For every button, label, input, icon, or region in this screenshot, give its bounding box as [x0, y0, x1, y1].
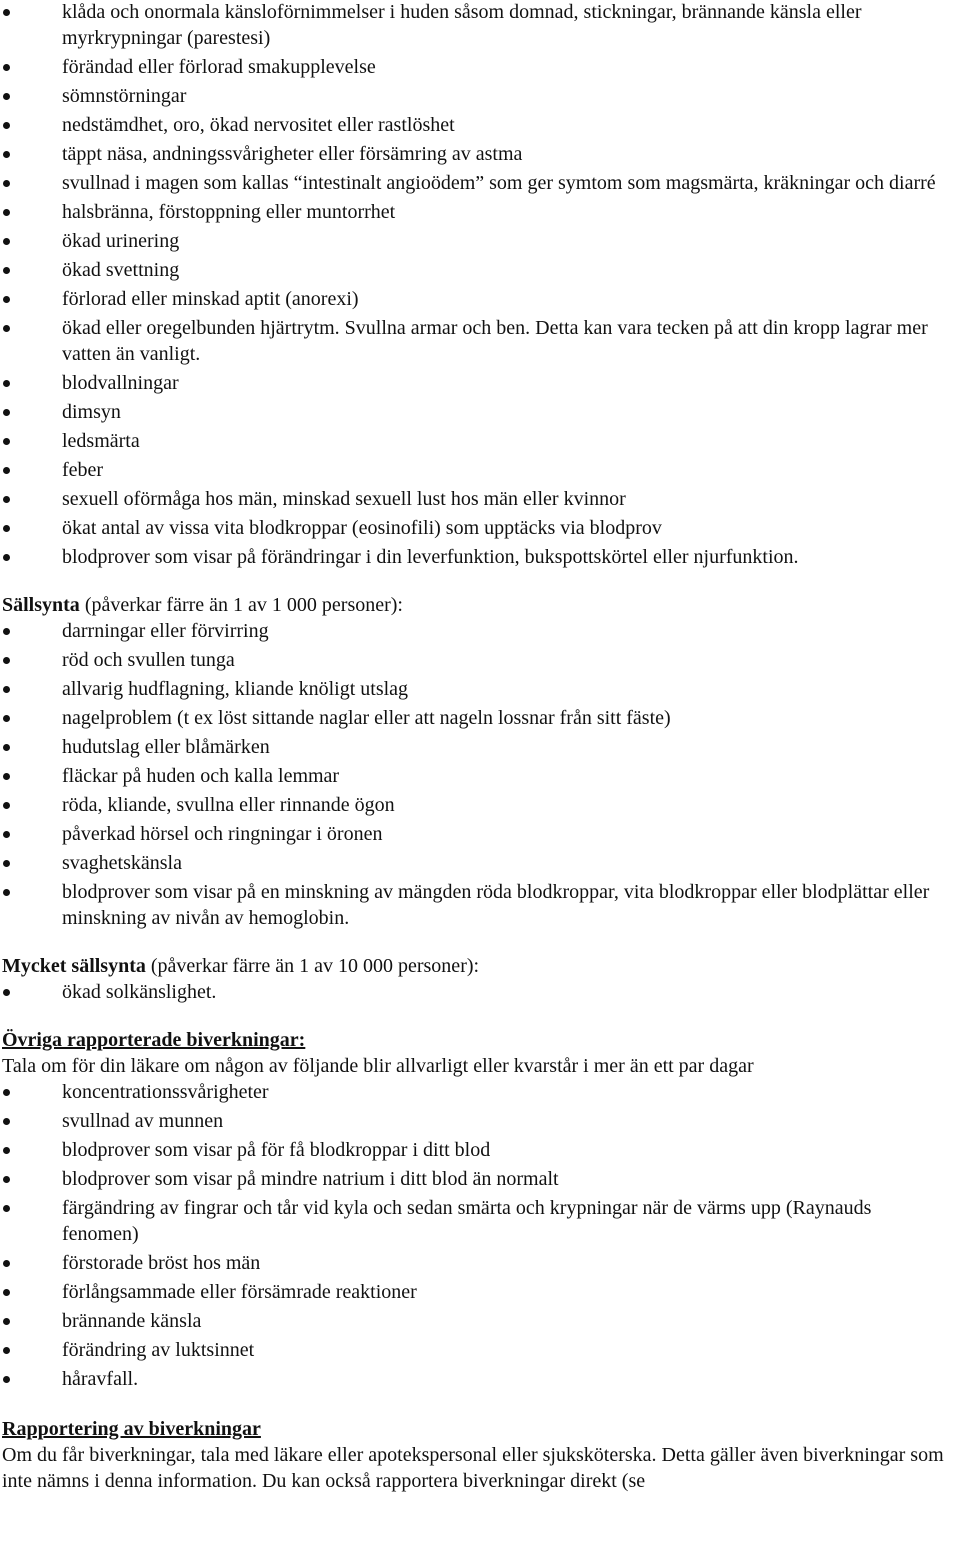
list-item: sexuell oförmåga hos män, minskad sexuell lust hos män eller kvinnor: [0, 486, 960, 512]
list-item: ökad svettning: [0, 257, 960, 283]
list-item: koncentrationssvårigheter: [0, 1079, 960, 1105]
list-item: röd och svullen tunga: [0, 647, 960, 673]
section-text-report: Om du får biverkningar, tala med läkare eller apotekspersonal eller sjuksköterska. Detta gäller även biverkningar som inte nämns i denna information. Du kan också rapportera biverkningar direkt (se: [2, 1444, 944, 1492]
side-effects-list-common: [0, 0, 960, 570]
list-item: ökat antal av vissa vita blodkroppar (eosinofili) som upptäcks via blodprov: [0, 515, 960, 541]
list-item: ökad urinering: [0, 228, 960, 254]
list-item: ökad solkänslighet.: [0, 979, 960, 1005]
side-effects-list-very-rare: [0, 979, 960, 1005]
list-item: dimsyn: [0, 399, 960, 425]
heading-label-bold: Mycket sällsynta: [2, 955, 146, 977]
list-item: blodvallningar: [0, 370, 960, 396]
list-item: täppt näsa, andningssvårigheter eller försämring av astma: [0, 141, 960, 167]
list-item: påverkad hörsel och ringningar i öronen: [0, 821, 960, 847]
heading-label-rest: (påverkar färre än 1 av 10 000 personer):: [145, 955, 480, 977]
list-item: förstorade bröst hos män: [0, 1250, 960, 1276]
list-item: fläckar på huden och kalla lemmar: [0, 763, 960, 789]
list-item: färgändring av fingrar och tår vid kyla och sedan smärta och krypningar när de värms upp (Raynauds fenomen): [0, 1195, 960, 1247]
list-item: ökad eller oregelbunden hjärtrytm. Svullna armar och ben. Detta kan vara tecken på att din kropp lagrar mer vatten än vanligt.: [0, 315, 960, 367]
heading-label-bold: Sällsynta: [2, 594, 80, 616]
section-report: [0, 1416, 960, 1494]
list-item: feber: [0, 457, 960, 483]
list-item: hudutslag eller blåmärken: [0, 734, 960, 760]
list-item: halsbränna, förstoppning eller muntorrhet: [0, 199, 960, 225]
list-item: sömnstörningar: [0, 83, 960, 109]
list-item: allvarig hudflagning, kliande knöligt utslag: [0, 676, 960, 702]
list-item: svaghetskänsla: [0, 850, 960, 876]
list-item: ledsmärta: [0, 428, 960, 454]
list-item: nagelproblem (t ex löst sittande naglar eller att nageln lossnar från sitt fäste): [0, 705, 960, 731]
list-item: röda, kliande, svullna eller rinnande ögon: [0, 792, 960, 818]
section-heading-very-rare: [0, 953, 960, 979]
list-item: blodprover som visar på mindre natrium i ditt blod än normalt: [0, 1166, 960, 1192]
section-very-rare: [0, 953, 960, 1005]
heading-label: Övriga rapporterade biverkningar:: [2, 1029, 306, 1051]
list-item: förlångsammade eller försämrade reaktioner: [0, 1279, 960, 1305]
section-other: [0, 1027, 960, 1392]
list-item: blodprover som visar på förändringar i din leverfunktion, bukspottskörtel eller njurfunktion.: [0, 544, 960, 570]
section-heading-report: [0, 1416, 960, 1442]
heading-label: Rapportering av biverkningar: [2, 1418, 261, 1440]
section-heading-rare: [0, 592, 960, 618]
list-item: darrningar eller förvirring: [0, 618, 960, 644]
list-item: förlorad eller minskad aptit (anorexi): [0, 286, 960, 312]
side-effects-list-rare: [0, 618, 960, 931]
list-item: håravfall.: [0, 1366, 960, 1392]
list-item: förändring av luktsinnet: [0, 1337, 960, 1363]
heading-label-rest: (påverkar färre än 1 av 1 000 personer):: [79, 594, 403, 616]
section-intro-other: Tala om för din läkare om någon av följande blir allvarligt eller kvarstår i mer än ett par dagar: [2, 1055, 754, 1077]
side-effects-list-other: [0, 1079, 960, 1392]
list-item: förändad eller förlorad smakupplevelse: [0, 54, 960, 80]
list-item: blodprover som visar på en minskning av mängden röda blodkroppar, vita blodkroppar eller blodplättar eller minskning av nivån av hemoglobin.: [0, 879, 960, 931]
section-rare: [0, 592, 960, 931]
list-item: blodprover som visar på för få blodkroppar i ditt blod: [0, 1137, 960, 1163]
section-heading-other: [0, 1027, 960, 1053]
list-item: brännande känsla: [0, 1308, 960, 1334]
list-item: klåda och onormala känsloförnimmelser i huden såsom domnad, stickningar, brännande känsla eller myrkrypningar (parestesi): [0, 0, 960, 51]
list-item: svullnad i magen som kallas “intestinalt angioödem” som ger symtom som magsmärta, kräkningar och diarré: [0, 170, 960, 196]
list-item: nedstämdhet, oro, ökad nervositet eller rastlöshet: [0, 112, 960, 138]
list-item: svullnad av munnen: [0, 1108, 960, 1134]
